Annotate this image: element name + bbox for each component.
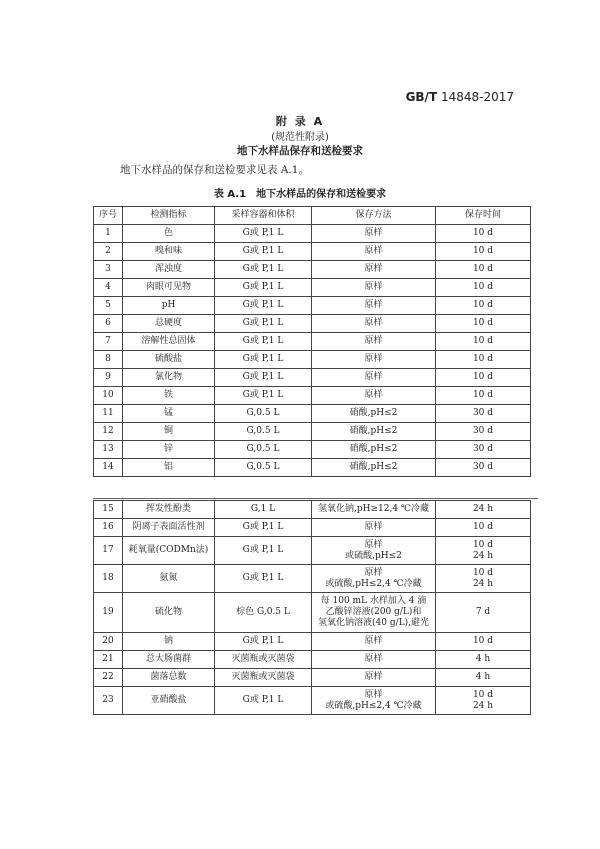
table-row	[94, 351, 531, 369]
cell-indicator: 铜	[123, 423, 215, 441]
cell-time: 10 d	[436, 225, 531, 243]
table-header-row	[94, 207, 531, 225]
cell-indicator: 色	[123, 225, 215, 243]
table-row	[94, 261, 531, 279]
cell-time: 10 d	[436, 297, 531, 315]
cell-container: G或 P,1 L	[215, 279, 312, 297]
table-row	[94, 669, 531, 687]
cell-method: 原样 或硫酸,pH≤2,4 ℃冷藏	[312, 687, 436, 715]
cell-indicator: 硫化物	[123, 593, 215, 633]
cell-container: G或 P,1 L	[215, 351, 312, 369]
cell-time: 30 d	[436, 405, 531, 423]
cell-indicator: 锌	[123, 441, 215, 459]
cell-method: 原样	[312, 297, 436, 315]
cell-time: 10 d 24 h	[436, 537, 531, 565]
cell-time: 7 d	[436, 593, 531, 633]
cell-method: 原样	[312, 315, 436, 333]
cell-indicator: 溶解性总固体	[123, 333, 215, 351]
cell-container: G或 P,1 L	[215, 519, 312, 537]
cell-method: 硝酸,pH≤2	[312, 423, 436, 441]
cell-time: 10 d	[436, 315, 531, 333]
cell-serial: 18	[94, 565, 123, 593]
cell-method: 原样	[312, 225, 436, 243]
cell-indicator: 菌落总数	[123, 669, 215, 687]
preservation-table-part1	[93, 206, 531, 477]
cell-method: 原样	[312, 633, 436, 651]
cell-method: 原样	[312, 279, 436, 297]
cell-indicator: 硫酸盐	[123, 351, 215, 369]
cell-indicator: 肉眼可见物	[123, 279, 215, 297]
cell-method: 原样	[312, 351, 436, 369]
cell-indicator: 浑浊度	[123, 261, 215, 279]
cell-time: 10 d	[436, 387, 531, 405]
cell-time: 10 d	[436, 369, 531, 387]
cell-serial: 1	[94, 225, 123, 243]
cell-container: G或 P,1 L	[215, 369, 312, 387]
cell-serial: 5	[94, 297, 123, 315]
appendix-heading: 地下水样品保存和送检要求	[237, 145, 363, 157]
cell-time: 10 d	[436, 333, 531, 351]
table-row	[94, 459, 531, 477]
cell-container: 棕色 G,0.5 L	[215, 593, 312, 633]
cell-serial: 15	[94, 501, 123, 519]
table-row	[94, 243, 531, 261]
cell-serial: 20	[94, 633, 123, 651]
cell-indicator: 嗅和味	[123, 243, 215, 261]
table-row	[94, 537, 531, 565]
cell-serial: 2	[94, 243, 123, 261]
cell-serial: 14	[94, 459, 123, 477]
cell-method: 硝酸,pH≤2	[312, 441, 436, 459]
table-row	[94, 279, 531, 297]
cell-method: 原样	[312, 369, 436, 387]
preservation-table-part2	[93, 500, 531, 715]
standard-code-number: 14848-2017	[437, 90, 514, 104]
cell-indicator: 阴离子表面活性剂	[123, 519, 215, 537]
intro-paragraph: 地下水样品的保存和送检要求见表 A.1。	[120, 164, 309, 176]
header-time: 保存时间	[436, 207, 531, 225]
table-row	[94, 333, 531, 351]
table-row	[94, 441, 531, 459]
cell-method: 原样	[312, 669, 436, 687]
cell-method: 原样	[312, 261, 436, 279]
cell-indicator: pH	[123, 297, 215, 315]
cell-container: G或 P,1 L	[215, 633, 312, 651]
cell-indicator: 铁	[123, 387, 215, 405]
table-row	[94, 633, 531, 651]
cell-method: 原样	[312, 387, 436, 405]
cell-time: 10 d 24 h	[436, 565, 531, 593]
cell-serial: 17	[94, 537, 123, 565]
cell-method: 硝酸,pH≤2	[312, 459, 436, 477]
cell-serial: 23	[94, 687, 123, 715]
cell-container: G或 P,1 L	[215, 297, 312, 315]
cell-container: 灭菌瓶或灭菌袋	[215, 669, 312, 687]
cell-serial: 3	[94, 261, 123, 279]
cell-method: 每 100 mL 水样加入 4 滴 乙酸锌溶液(200 g/L)和 氢氧化钠溶液(40 g/L),避光	[312, 593, 436, 633]
cell-serial: 9	[94, 369, 123, 387]
cell-time: 30 d	[436, 441, 531, 459]
cell-time: 30 d	[436, 423, 531, 441]
table-row	[94, 315, 531, 333]
cell-serial: 21	[94, 651, 123, 669]
cell-method: 原样	[312, 333, 436, 351]
cell-container: G或 P,1 L	[215, 387, 312, 405]
cell-method: 原样	[312, 519, 436, 537]
cell-serial: 13	[94, 441, 123, 459]
table-row	[94, 687, 531, 715]
cell-method: 原样	[312, 651, 436, 669]
header-method: 保存方法	[312, 207, 436, 225]
cell-container: 灭菌瓶或灭菌袋	[215, 651, 312, 669]
table-row	[94, 387, 531, 405]
cell-serial: 7	[94, 333, 123, 351]
cell-container: G或 P,1 L	[215, 687, 312, 715]
cell-container: G或 P,1 L	[215, 333, 312, 351]
cell-serial: 6	[94, 315, 123, 333]
cell-time: 4 h	[436, 651, 531, 669]
table-row	[94, 501, 531, 519]
table-row	[94, 565, 531, 593]
cell-time: 24 h	[436, 501, 531, 519]
cell-container: G或 P,1 L	[215, 315, 312, 333]
cell-method: 硝酸,pH≤2	[312, 405, 436, 423]
cell-serial: 16	[94, 519, 123, 537]
cell-serial: 19	[94, 593, 123, 633]
cell-container: G,0.5 L	[215, 423, 312, 441]
cell-method: 氢氧化钠,pH≥12,4 ℃冷藏	[312, 501, 436, 519]
cell-time: 10 d	[436, 243, 531, 261]
cell-indicator: 总大肠菌群	[123, 651, 215, 669]
table-row	[94, 225, 531, 243]
cell-indicator: 氨氮	[123, 565, 215, 593]
table-row	[94, 405, 531, 423]
cell-container: G,0.5 L	[215, 459, 312, 477]
cell-container: G,0.5 L	[215, 441, 312, 459]
cell-serial: 10	[94, 387, 123, 405]
cell-container: G或 P,1 L	[215, 565, 312, 593]
table-caption: 表 A.1 地下水样品的保存和送检要求	[213, 189, 387, 200]
cell-indicator: 挥发性酚类	[123, 501, 215, 519]
cell-time: 10 d	[436, 261, 531, 279]
cell-time: 10 d 24 h	[436, 687, 531, 715]
cell-serial: 22	[94, 669, 123, 687]
cell-method: 原样	[312, 243, 436, 261]
cell-method: 原样 或硫酸,pH≤2	[312, 537, 436, 565]
cell-indicator: 总硬度	[123, 315, 215, 333]
table-row	[94, 519, 531, 537]
cell-time: 10 d	[436, 519, 531, 537]
cell-indicator: 亚硝酸盐	[123, 687, 215, 715]
cell-time: 10 d	[436, 633, 531, 651]
cell-indicator: 氯化物	[123, 369, 215, 387]
standard-code-prefix: GB/T	[405, 90, 438, 104]
table-row	[94, 593, 531, 633]
cell-serial: 12	[94, 423, 123, 441]
cell-time: 4 h	[436, 669, 531, 687]
table-row	[94, 423, 531, 441]
header-serial: 序号	[94, 207, 123, 225]
cell-container: G或 P,1 L	[215, 243, 312, 261]
cell-container: G或 P,1 L	[215, 537, 312, 565]
cell-container: G或 P,1 L	[215, 261, 312, 279]
table-row	[94, 297, 531, 315]
cell-time: 10 d	[436, 351, 531, 369]
cell-container: G,1 L	[215, 501, 312, 519]
cell-method: 原样 或硫酸,pH≤2,4 ℃冷藏	[312, 565, 436, 593]
cell-container: G,0.5 L	[215, 405, 312, 423]
appendix-title: 附 录 A	[275, 115, 325, 128]
cell-time: 10 d	[436, 279, 531, 297]
cell-serial: 4	[94, 279, 123, 297]
appendix-type: (规范性附录)	[271, 132, 329, 143]
cell-serial: 11	[94, 405, 123, 423]
header-indicator: 检测指标	[123, 207, 215, 225]
cell-container: G或 P,1 L	[215, 225, 312, 243]
cell-time: 30 d	[436, 459, 531, 477]
cell-indicator: 钠	[123, 633, 215, 651]
cell-serial: 8	[94, 351, 123, 369]
cell-indicator: 耗氧量(CODMn法)	[123, 537, 215, 565]
table-row	[94, 651, 531, 669]
standard-code	[406, 90, 514, 104]
header-container: 采样容器和体积	[215, 207, 312, 225]
table-continuation-line	[93, 498, 538, 499]
cell-indicator: 铝	[123, 459, 215, 477]
table-row	[94, 369, 531, 387]
cell-indicator: 锰	[123, 405, 215, 423]
